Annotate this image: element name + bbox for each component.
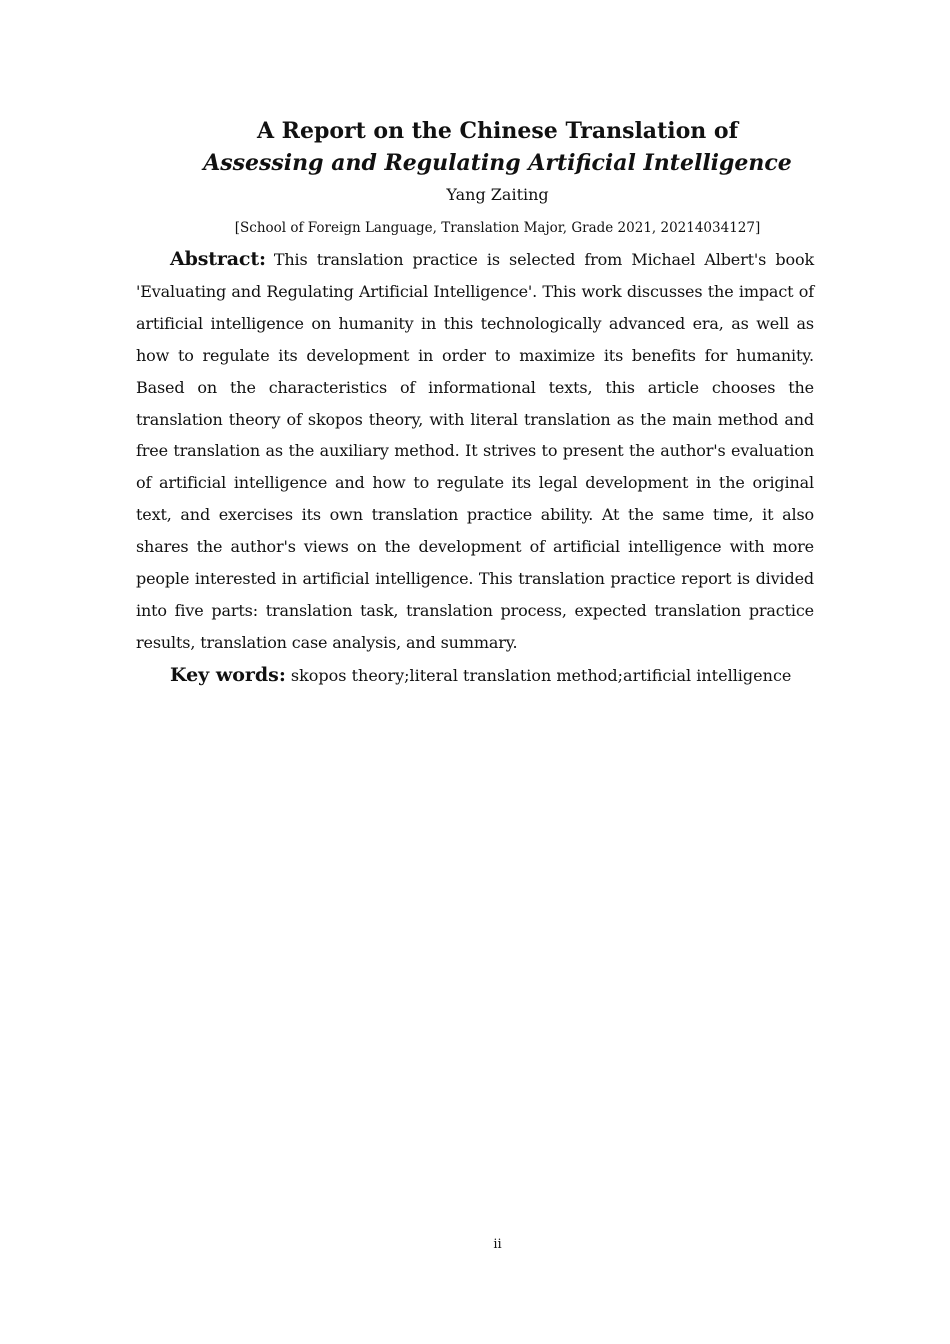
page-number: ii bbox=[493, 1237, 502, 1252]
keywords-paragraph bbox=[136, 660, 814, 691]
report-title: A Report on the Chinese Translation of bbox=[256, 118, 739, 144]
keywords-label: Key words: bbox=[170, 664, 286, 686]
abstract-text: This translation practice is selected from Michael Albert's book 'Evaluating and Regulating Artificial Intelligence'. This work discusses the impact of artificial intelligence on humanity in this technologically advanced era, as well as how to regulate its development in order to maximize its benefits for humanity. Based on the characteristics of informational texts, this article chooses the translation theory of skopos theory, with literal translation as the main method and free translation as the auxiliary method. It strives to present the author's evaluation of artificial intelligence and how to regulate its legal development in the original text, and exercises its own translation practice ability. At the same time, it also shares the author's views on the development of artificial intelligence with more people interested in artificial intelligence. This translation practice report is divided into five parts: translation task, translation process, expected translation practice results, translation case analysis, and summary. bbox=[136, 250, 814, 652]
keywords-text: skopos theory;literal translation method;artificial intelligence bbox=[290, 666, 792, 685]
author-name: Yang Zaiting bbox=[446, 185, 549, 204]
author-affiliation: [School of Foreign Language, Translation Major, Grade 2021, 20214034127] bbox=[234, 220, 761, 236]
abstract-label: Abstract: bbox=[170, 248, 266, 270]
abstract-paragraph bbox=[136, 244, 814, 659]
book-title: Assessing and Regulating Artificial Intelligence bbox=[203, 150, 792, 176]
